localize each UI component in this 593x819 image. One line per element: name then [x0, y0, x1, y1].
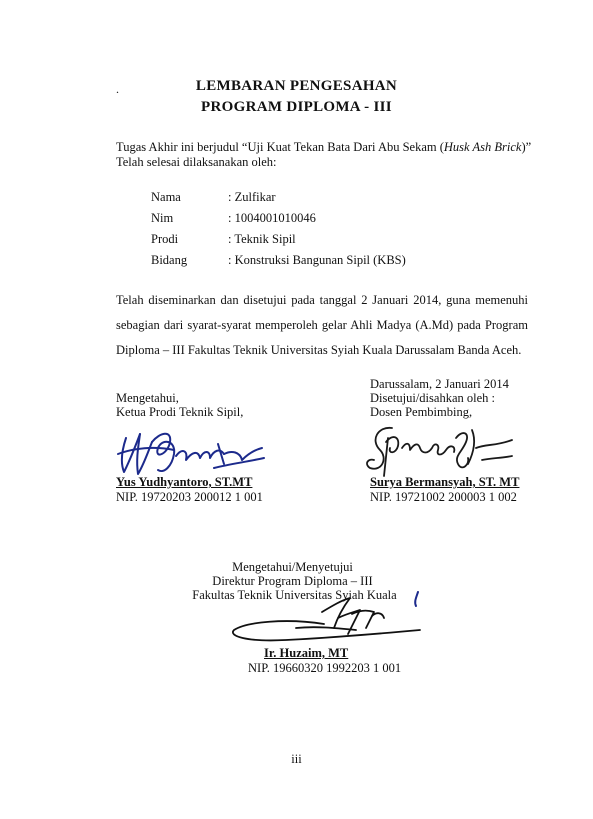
right-sign-date: Darussalam, 2 Januari 2014 [370, 377, 509, 391]
left-sign-line-1: Mengetahui, [116, 391, 179, 405]
title-italic: Husk Ash Brick [443, 140, 522, 154]
bottom-sign-line-1: Mengetahui/Menyetujui [232, 560, 353, 574]
bottom-signatory-nip: NIP. 19660320 1992203 1 001 [248, 661, 402, 675]
detail-value-nim: : 1004001010046 [228, 211, 316, 225]
detail-label-bidang: Bidang [151, 253, 188, 267]
bottom-signatory-name: Ir. Huzaim, MT [264, 646, 349, 660]
detail-label-prodi: Prodi [151, 232, 179, 246]
detail-label-nim: Nim [151, 211, 174, 225]
page-subtitle: PROGRAM DIPLOMA - III [201, 99, 392, 115]
intro-line-2: Telah selesai dilaksanakan oleh: [116, 155, 277, 169]
stray-dot: . [116, 82, 119, 96]
left-signatory-name: Yus Yudhyantoro, ST.MT [116, 475, 253, 489]
page-number: iii [291, 752, 302, 766]
right-sign-line-1: Disetujui/disahkan oleh : [370, 391, 495, 405]
approval-paragraph: Telah diseminarkan dan disetujui pada tanggal 2 Januari 2014, guna memenuhi sebagian dari syarat-syarat memperoleh gelar Ahli Madya (A.Md) pada Program Diploma – III Fakultas Teknik Universitas Syiah Kuala Darussalam Banda Aceh. [116, 293, 528, 357]
right-signatory-name: Surya Bermansyah, ST. MT [370, 475, 520, 489]
signature-right-image [362, 418, 522, 480]
left-sign-line-2: Ketua Prodi Teknik Sipil, [116, 405, 244, 419]
signature-left-image [114, 420, 274, 480]
detail-value-prodi: : Teknik Sipil [228, 232, 296, 246]
intro-line-1: Tugas Akhir ini berjudul “Uji Kuat Tekan Bata Dari Abu Sekam (Husk Ash Brick)” [116, 140, 532, 154]
left-signatory-nip: NIP. 19720203 200012 1 001 [116, 490, 263, 504]
right-sign-line-2: Dosen Pembimbing, [370, 405, 473, 419]
bottom-sign-line-3: Fakultas Teknik Universitas Syiah Kuala [192, 588, 397, 602]
bottom-sign-line-2: Direktur Program Diploma – III [212, 574, 373, 588]
page-title: LEMBARAN PENGESAHAN [195, 78, 398, 94]
signature-bottom-image [226, 588, 426, 652]
right-signatory-nip: NIP. 19721002 200003 1 002 [370, 490, 517, 504]
detail-label-nama: Nama [151, 190, 181, 204]
detail-value-bidang: : Konstruksi Bangunan Sipil (KBS) [228, 253, 406, 267]
detail-value-nama: : Zulfikar [228, 190, 276, 204]
